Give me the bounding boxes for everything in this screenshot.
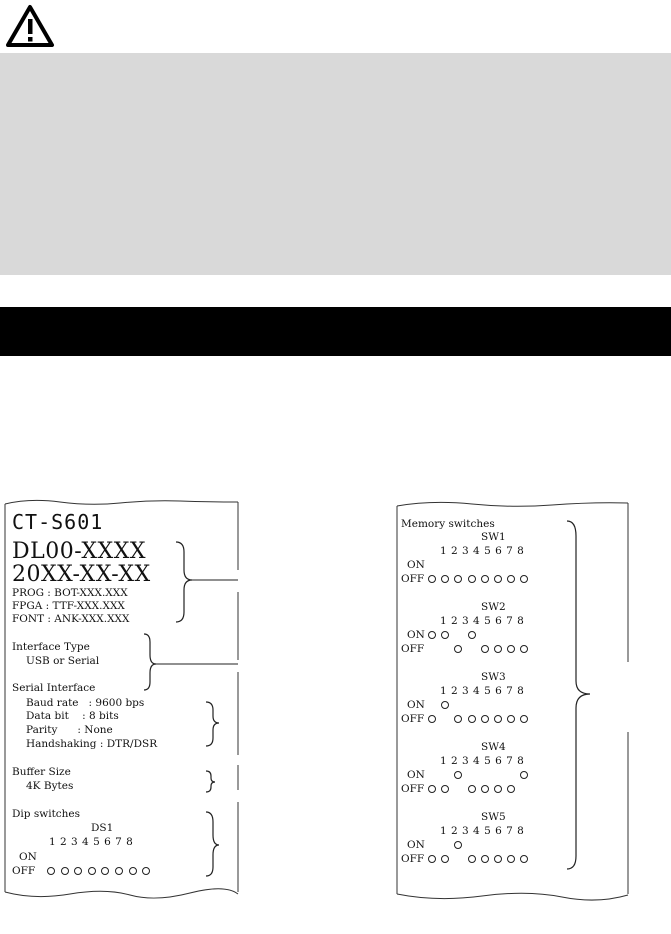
switch-numbers: 1 2 3 4 5 6 7 8 [440,545,524,557]
switch-4-on-circle [468,631,476,639]
switch-4-off-circle [468,575,476,583]
switch-5-off-circle [481,855,489,863]
dip-switches-label: Dip switches [12,808,81,820]
switch-6-off-circle [494,575,502,583]
font-version: FONT : ANK-XXX.XXX [12,613,130,625]
baud-rate: Baud rate : 9600 bps [26,697,145,709]
fpga-version: FPGA : TTF-XXX.XXX [12,600,125,612]
buffer-size-value: 4K Bytes [26,780,74,792]
switch-4-off-circle [468,715,476,723]
switch-numbers: 1 2 3 4 5 6 7 8 [440,615,524,627]
handshaking: Handshaking : DTR/DSR [26,738,158,750]
off-label: OFF [401,713,425,725]
off-label: OFF [401,853,425,865]
warning-content-box [0,53,671,275]
ds1-label: DS1 [91,822,114,834]
switch-numbers: 1 2 3 4 5 6 7 8 [440,685,524,697]
model-name: CT-S601 [12,510,104,534]
right-receipt [392,496,632,906]
on-label: ON [407,699,425,711]
switch-5-off-circle [481,785,489,793]
right-receipt-outline [392,496,632,906]
firmware-date: 20XX-XX-XX [12,562,151,587]
left-receipt [0,490,250,910]
switch-numbers: 1 2 3 4 5 6 7 8 [440,825,524,837]
switch-6-off-circle [494,715,502,723]
switch-name: SW5 [481,811,506,823]
interface-type-value: USB or Serial [26,655,100,667]
ds1-numbers: 1 2 3 4 5 6 7 8 [49,836,133,848]
switch-6-off-circle [494,785,502,793]
switch-4-off-circle [468,785,476,793]
ds1-off-label: OFF [12,865,36,877]
interface-type-label: Interface Type [12,641,90,653]
switch-1-off-circle [428,575,436,583]
switch-1-off-circle [428,715,436,723]
prog-version: PROG : BOT-XXX.XXX [12,587,128,599]
switch-5-off-circle [481,645,489,653]
firmware-version: DL00-XXXX [12,539,147,564]
switch-4-off-circle [468,855,476,863]
memory-switches-label: Memory switches [401,518,495,530]
switch-6-off-circle [494,645,502,653]
switch-1-off-circle [428,785,436,793]
data-bit: Data bit : 8 bits [26,710,119,722]
switch-name: SW1 [481,531,506,543]
off-label: OFF [401,643,425,655]
section-header-bar [0,307,671,356]
switch-7-off-circle [129,867,137,875]
switch-4-off-circle [88,867,96,875]
switch-name: SW2 [481,601,506,613]
switch-1-off-circle [428,855,436,863]
switch-5-off-circle [481,575,489,583]
on-label: ON [407,559,425,571]
off-label: OFF [401,783,425,795]
switch-6-off-circle [115,867,123,875]
on-label: ON [407,769,425,781]
on-label: ON [407,839,425,851]
switch-name: SW4 [481,741,506,753]
serial-interface-label: Serial Interface [12,682,96,694]
switch-6-off-circle [494,855,502,863]
switch-name: SW3 [481,671,506,683]
switch-5-off-circle [481,715,489,723]
ds1-on-label: ON [19,851,37,863]
switch-numbers: 1 2 3 4 5 6 7 8 [440,755,524,767]
switch-1-on-circle [428,631,436,639]
warning-triangle-icon [5,4,55,48]
switch-1-off-circle [47,867,55,875]
parity: Parity : None [26,724,113,736]
buffer-size-label: Buffer Size [12,766,71,778]
off-label: OFF [401,573,425,585]
on-label: ON [407,629,425,641]
switch-2-off-circle [61,867,69,875]
